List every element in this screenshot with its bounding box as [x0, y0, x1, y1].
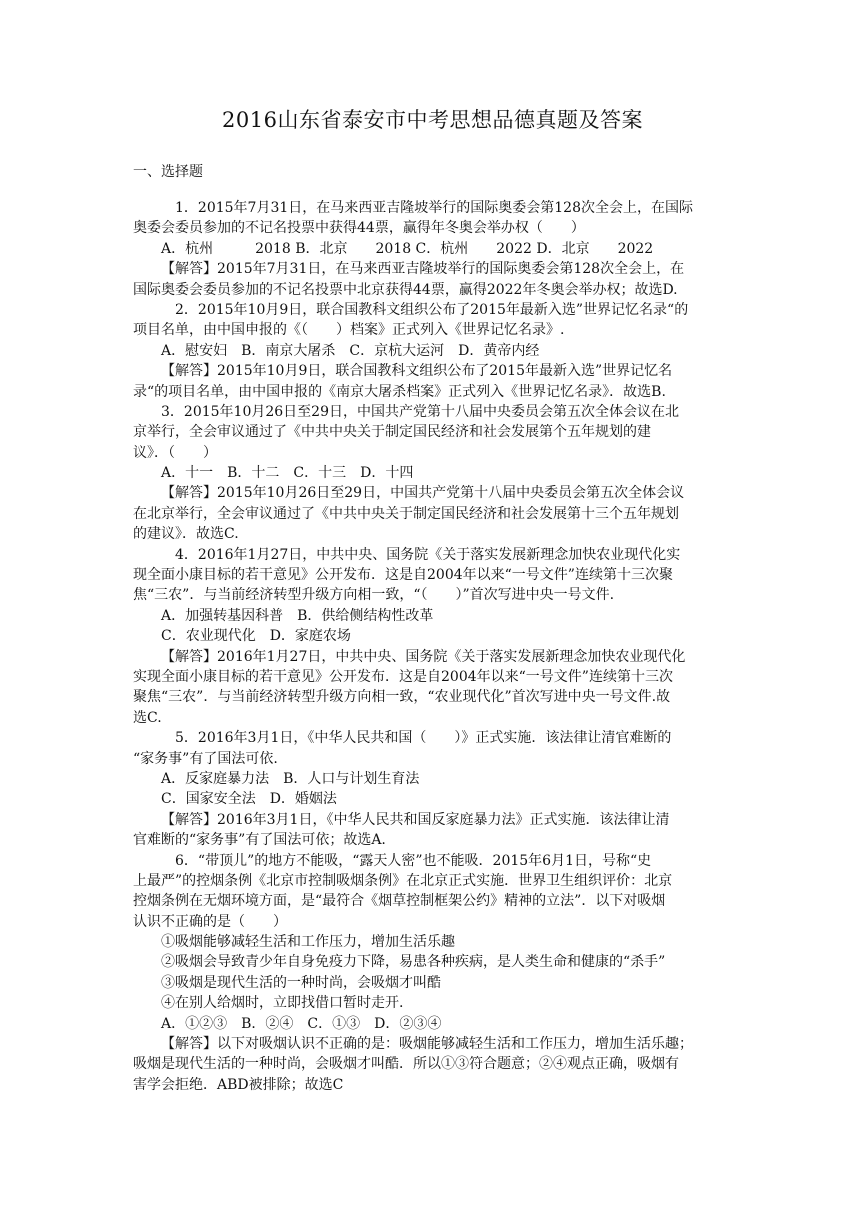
section-heading: 一、选择题: [133, 164, 203, 180]
text-line: 4．2016年1月27日，中共中央、国务院《关于落实发展新理念加快农业现代化实: [175, 546, 681, 563]
text-line: 【解答】2015年10月9日，联合国教科文组织公布了2015年最新入选”世界记忆名: [161, 363, 673, 380]
text-line: 京举行，全会审议通过了《中共中央关于制定国民经济和社会发展第个五年规划的建: [133, 424, 651, 441]
text-line: A．①②③ B．②④ C．①③ D．②③④: [161, 1015, 442, 1032]
text-line: ②吸烟会导致青少年自身免疫力下降，易患各种疾病，是人类生命和健康的“杀手”: [161, 954, 666, 971]
text-line: 【解答】2016年1月27日，中共中央、国务院《关于落实发展新理念加快农业现代化: [161, 648, 686, 665]
text-line: A．反家庭暴力法 B．人口与计划生育法: [161, 770, 420, 787]
text-line: 1．2015年7月31日，在马来西亚吉隆坡举行的国际奥委会第128次全会上，在国际: [175, 200, 693, 216]
text-line: A．杭州 2018 B．北京 2018 C．杭州 2022 D．北京 2022: [161, 240, 654, 257]
text-line: 项目名单，由中国申报的《（ ）档案》正式列入《世界记忆名录》.: [133, 322, 565, 339]
text-line: “家务事”有了国法可依.: [133, 750, 278, 767]
text-line: 【解答】以下对吸烟认识不正确的是：吸烟能够减轻生活和工作压力，增加生活乐趣；: [161, 1036, 693, 1053]
text-line: ③吸烟是现代生活的一种时尚，会吸烟才叫酷: [161, 974, 441, 991]
text-line: 【解答】2015年7月31日，在马来西亚吉隆坡举行的国际奥委会第128次全会上，在: [161, 261, 685, 278]
text-line: ①吸烟能够减轻生活和工作压力，增加生活乐趣: [161, 934, 455, 951]
text-line: 聚焦“三农”．与当前经济转型升级方向相一致，“农业现代化”首次写进中央一号文件.故: [133, 689, 671, 706]
text-line: 6．“带顶儿”的地方不能吸，“露天人密”也不能吸．2015年6月1日，号称“史: [175, 852, 652, 869]
text-line: 3．2015年10月26日至29日，中国共产党第十八届中央委员会第五次全体会议在北: [161, 403, 679, 420]
text-line: A．慰安妇 B．南京大屠杀 C．京杭大运河 D．黄帝内经: [161, 342, 540, 359]
text-line: 上最严”的控烟条例《北京市控制吸烟条例》在北京正式实施．世界卫生组织评价：北京: [133, 872, 673, 889]
text-line: 吸烟是现代生活的一种时尚，会吸烟才叫酷．所以①③符合题意；②④观点正确，吸烟有: [133, 1056, 679, 1073]
text-line: 的建议》．故选C.: [133, 526, 239, 543]
text-line: 认识不正确的是（ ）: [133, 913, 287, 930]
text-line: 现全面小康目标的若干意见》公开发布．这是自2004年以来“一号文件”连续第十三次聚: [133, 567, 673, 584]
text-line: 奥委会委员参加的不记名投票中获得44票，赢得年冬奥会举办权（ ）: [133, 220, 585, 237]
text-line: 【解答】2015年10月26日至29日，中国共产党第十八届中央委员会第五次全体会议: [161, 485, 685, 502]
text-line: 在北京举行，全会审议通过了《中共中央关于制定国民经济和社会发展第十三个五年规划: [133, 505, 679, 522]
document-body: [133, 198, 733, 1095]
text-line: 焦“三农”．与当前经济转型升级方向相一致，“（ ）”首次写进中央一号文件.: [133, 587, 615, 604]
text-line: 【解答】2016年3月1日，《中华人民共和国反家庭暴力法》正式实施．该法律让清: [161, 811, 670, 828]
text-line: A．加强转基因科普 B．供给侧结构性改革: [161, 607, 434, 624]
text-line: C．农业现代化 D．家庭农场: [161, 628, 351, 645]
text-line: 官难断的“家务事”有了国法可依；故选A.: [133, 832, 386, 849]
text-line: 控烟条例在无烟环境方面，是“最符合《烟草控制框架公约》精神的立法”．以下对吸烟: [133, 893, 666, 910]
text-line: A．十一 B．十二 C．十三 D．十四: [161, 465, 414, 482]
text-line: 议》．（ ）: [133, 444, 217, 461]
text-line: 害学会拒绝．ABD被排除；故选C: [133, 1076, 344, 1093]
text-line: 5．2016年3月1日，《中华人民共和国（ ）》正式实施．该法律让清官难断的: [175, 730, 672, 747]
text-line: C．国家安全法 D．婚姻法: [161, 791, 337, 808]
text-line: ④在别人给烟时，立即找借口暂时走开.: [161, 995, 404, 1012]
text-line: 实现全面小康目标的若干意见》公开发布．这是自2004年以来“一号文件”连续第十三次: [133, 668, 673, 685]
text-line: 选C.: [133, 709, 162, 726]
text-line: 2．2015年10月9日，联合国教科文组织公布了2015年最新入选”世界记忆名录“的: [175, 301, 689, 318]
page-title: 2016山东省泰安市中考思想品德真题及答案: [222, 108, 643, 132]
text-line: 国际奥委会委员参加的不记名投票中北京获得44票，赢得2022年冬奥会举办权；故选D.: [133, 281, 678, 298]
text-line: 录“的项目名单，由中国申报的《南京大屠杀档案》正式列入《世界记忆名录》．故选B.: [133, 383, 666, 400]
